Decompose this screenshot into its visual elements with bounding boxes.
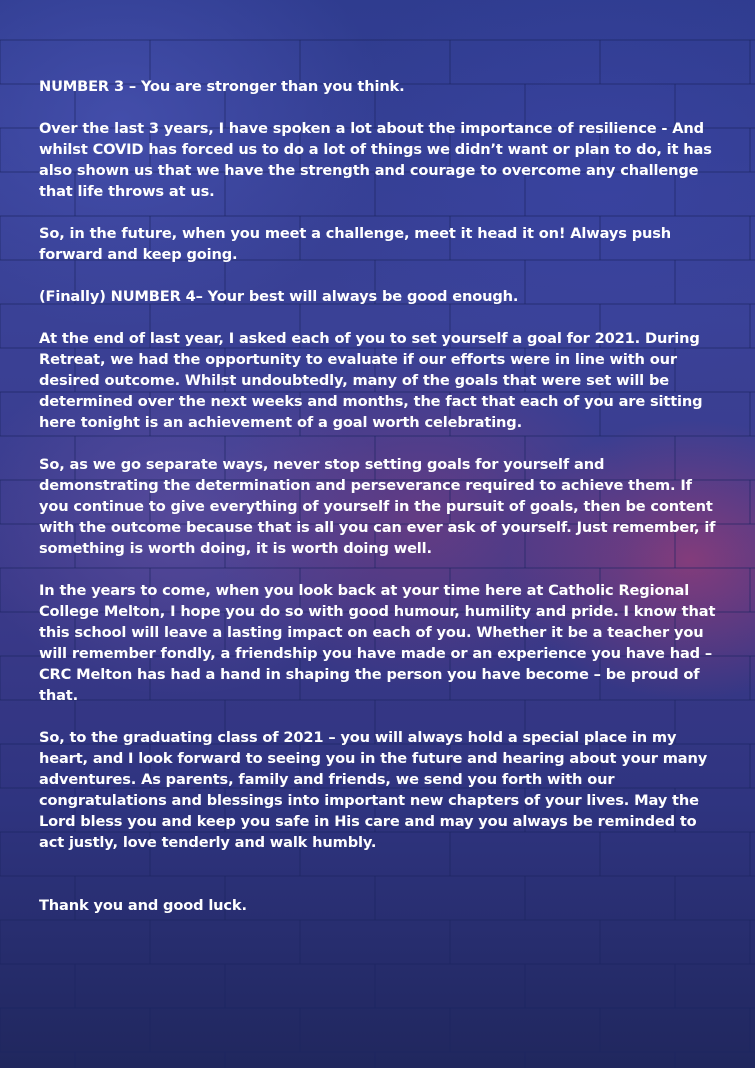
speech-text (39, 76, 719, 937)
paragraph-resilience: Over the last 3 years, I have spoken a lot about the importance of resilience - And whilst COVID has forced us to do a lot of things we didn’t want or plan to do, it has also shown us that we have the strength and courage to overcome any challenge that life throws at us. (39, 120, 712, 200)
closing-line: Thank you and good luck. (39, 897, 247, 914)
paragraph-separate-ways: So, as we go separate ways, never stop setting goals for yourself and demonstrating the determination and perseverance required to achieve them. If you continue to give everything of yourself in the pursuit of goals, then be content with the outcome because that is all you can ever ask of yourself. Just remember, if something is worth doing, it is worth doing well. (39, 456, 716, 557)
paragraph-goals: At the end of last year, I asked each of you to set yourself a goal for 2021. During Retreat, we had the opportunity to evaluate if our efforts were in line with our desired outcome. Whilst undoubtedly, many of the goals that were set will be determined over the next weeks and months, the fact that each of you are sitting here tonight is an achievement of a goal worth celebrating. (39, 330, 703, 431)
paragraph-challenge: So, in the future, when you meet a challenge, meet it head it on! Always push forward and keep going. (39, 225, 672, 263)
paragraph-graduating-class: So, to the graduating class of 2021 – you will always hold a special place in my heart, and I look forward to seeing you in the future and hearing about your many adventures. As parents, family and friends, we send you forth with our congratulations and blessings into important new chapters of your lives. May the Lord bless you and keep you safe in His care and may you always be reminded to act justly, love tenderly and walk humbly. (39, 729, 708, 851)
paragraph-number-4-heading: (Finally) NUMBER 4– Your best will always be good enough. (39, 288, 519, 305)
paragraph-number-3-heading: NUMBER 3 – You are stronger than you think. (39, 78, 405, 95)
paragraph-years-to-come: In the years to come, when you look back at your time here at Catholic Regional College Melton, I hope you do so with good humour, humility and pride. I know that this school will leave a lasting impact on each of you. Whether it be a teacher you will remember fondly, a friendship you have made or an experience you have had – CRC Melton has had a hand in shaping the person you have become – be proud of that. (39, 582, 716, 704)
